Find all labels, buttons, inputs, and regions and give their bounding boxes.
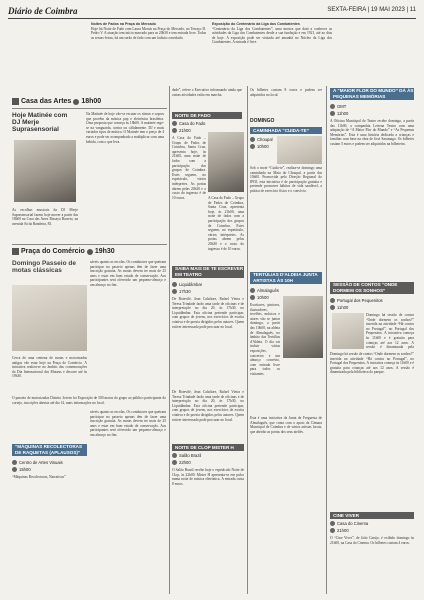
building-icon [12, 98, 19, 105]
liquidambar-body: De Botevilé, Jean Calafiore, Rafael Vieira e Teresa Trindade farão uma tarde de oficinas e de interpretação no dia 20, às 17h30, no Liquidâmbar. Esta oficina pretende participar, com grupos de jovens, nos exercícios de escrita criativa e de poesia dirigidos pelos autores. Quem estiver interessado pode procurar no local. [172, 297, 244, 329]
casa-body2: As escolhas musicais da DJ Merje Suprasensorial fazem hoje mover a partir das 18h00 na Casa das Artes Bissaya Barreto, na avenida Sá da Bandeira, 83. [12, 208, 78, 226]
dj-photo [14, 140, 76, 202]
motorbike-photo [12, 285, 87, 351]
top-left-teaser [91, 22, 206, 66]
bar-caminhada: CAMINHADA “CUIDA-TE” [250, 127, 322, 134]
agenda-bar-maquinas: “MÁQUINAS RECOLECTORAS DE RAQUETAS (APLAUSOS)” [12, 444, 87, 456]
section-casa-das-artes [12, 97, 101, 106]
praca-body: Cerca de uma centena de motas e motorizadas antigas vão estar hoje na Praça do Comércio. A iniciativa realiza-se no âmbito das comemorações do Dia Internacional dos Museus e decorre até às 19h30. [12, 356, 87, 379]
date-label-domingo: DOMINGO [250, 118, 275, 124]
fado-time: 21h00 [172, 128, 191, 133]
page-header [8, 6, 416, 19]
bar-saiba-mais: SAIBA MAIS DE TE ESCREVER EM TEATRO [172, 266, 244, 278]
location-icon [330, 298, 335, 303]
location-icon [12, 460, 17, 465]
location-icon [250, 288, 255, 293]
caminhada-body: Sob o mote “Cuida-te”, realiza-se domingo uma caminhada na Mata do Choupal, a partir das 10h00. Promovida pela Direção Regional do IPDJ, esta iniciativa é de participação gratuita e pretende promover hábitos de vida saudável, a prática de exercício físico e o convívio. [250, 166, 322, 193]
section-casa-label: Casa das Artes [21, 98, 72, 105]
clock-icon [330, 528, 335, 533]
column-rule [169, 86, 170, 594]
location-icon [172, 121, 177, 126]
clop-label: Salão Brazil [172, 453, 201, 458]
location-icon [330, 521, 335, 526]
almalagues-time: 10h00 [250, 295, 269, 300]
section-praca-time: 19h30 [94, 248, 115, 255]
cinema-time: 21h00 [330, 528, 349, 533]
tertulias-body: Escritores, pintores, ilustradores, tecelões, músicos e atores vão se juntar domingo, a partir das 10h00, na aldeia de Almalaguês, no âmbito das Tertúlias d'Aldeia. O dia vai incluir várias exposições, concertos e um almoço convívio, com entrada livre para todos os visitantes. [250, 303, 280, 376]
column-rule [326, 86, 327, 594]
liquidambar-body-cont: De Botevilé, Jean Calafiore, Rafael Vieira e Teresa Trindade farão uma tarde de oficinas e de interpretação no dia 20, às 17h30, no Liquidâmbar. Esta oficina pretende participar, com grupos de jovens, nos exercícios de escrita criativa e de poesia dirigidos pelos autores. Quem estiver interessado pode procurar no local. [172, 390, 244, 422]
bar-sessao-contos: SESSÃO DE CONTOS “ONDE DORMEM OS SONHOS” [330, 282, 414, 294]
fado-label: Casa do Fado [172, 121, 205, 126]
clock-icon [87, 249, 93, 255]
clop-body: O Salão Brazil recebe hoje o espetáculo Noite de Clop, às 22h00. Mister H apresenta-se em palco numa noite de música eletrónica. A entrada custa 8 euros. [172, 468, 244, 486]
clock-icon [172, 289, 177, 294]
agenda-label: Centro de Artes Visuais [12, 460, 63, 465]
contos-photo [332, 313, 364, 349]
omt-time: 11h00 [330, 111, 348, 116]
building-icon [12, 248, 19, 255]
clock-icon [250, 295, 255, 300]
clop-time: 22h00 [172, 460, 191, 465]
almalagues-label: Almalaguês [250, 288, 279, 293]
portugal-time: 11h00 [330, 305, 348, 310]
tertulias-photo [283, 296, 323, 358]
clock-icon [250, 144, 255, 149]
divider [12, 244, 167, 245]
liquidambar-time: 17h30 [172, 289, 191, 294]
location-icon [330, 104, 335, 109]
location-icon [172, 282, 177, 287]
maior-flor-body: A Oficina Municipal do Teatro recebe domingo, a partir das 11h00, a companhia Leirena Teatro com uma adaptação de “A Maior Flor do Mundo” e “As Pequenas Memórias”. Esta é uma história dedicada a crianças e famílias com base na obra de José Saramago. Os bilhetes custam 5 euros e podem ser adquiridos na bilheteira. [330, 119, 414, 146]
choupal-photo [277, 136, 322, 164]
casa-headline: Hoje Matinée com DJ Merje Suprasensorial [12, 112, 68, 133]
location-icon [250, 137, 255, 142]
contos-body-cont: Domingo há sessão de contos “Onde dormem os sonhos?” inserida na atividade “Há contos no Portugal”, no Portugal dos Pequenitos. A iniciativa começa às 11h00 e é gratuita para crianças até aos 12 anos. A sessão é dinamizada pela biblioteca do parque. [330, 352, 414, 375]
clock-icon [330, 305, 335, 310]
top-left-title: Noites de Fados na Praça do Mercado [91, 22, 156, 26]
bar-cine-viver: CINE VIVER [330, 512, 414, 519]
location-icon [172, 453, 177, 458]
praca-body2: O passeio de motorizadas Distrito Jovem foi Exposição de 500 motas do grupo ao público participante do cortejo, inscrições abertas até dia 14, mais informações no local. [12, 396, 166, 405]
choupal-label: Choupal [250, 137, 273, 142]
clock-icon [73, 99, 79, 105]
praca-col2: sáveis quanto as escolas. Os condutores que queiram participar no passeio apenas têm de fazer uma inscrição gratuita. As motas devem ter mais de 25 anos e estar em bom estado de conservação. Aos participantes será oferecido um pequeno-almoço e um almoço no fim. [90, 260, 166, 287]
right-body-top: Os bilhetes custam 8 euros e podem ser adquiridos no local. [250, 88, 322, 97]
date-page: SEXTA-FEIRA | 19 MAI 2023 | 11 [327, 7, 416, 13]
clock-icon [172, 128, 177, 133]
top-right-title: Exposição do Centenário da Liga dos Combatentes [212, 22, 300, 26]
middle-body-top: dade”, refere o Executivo informando ainda que outras atividades estão em marcha. [172, 88, 242, 97]
agenda-item: “Máquinas Recolectoras, Narrativas” [12, 475, 66, 479]
fado-photo [208, 132, 244, 192]
masthead: Diário de Coimbra [8, 6, 78, 16]
fado-body: A Casa do Fado – Grupo de Fados de Coimbra, Santa Cruz, apresenta hoje, às 21h00, uma noite de fados com a participação dos grupos de Coimbra. Estes seguem, no espetáculo, vários intérpretes. As portas abrem pelas 20h30 e o custo do ingresso é de 10 euros. [172, 136, 206, 200]
choupal-time: 10h00 [250, 144, 269, 149]
section-praca-label: Praça do Comércio [21, 248, 85, 255]
liquidambar-label: Liquidâmbar [172, 282, 202, 287]
clock-icon [172, 460, 177, 465]
tertulias-body2: Esta é uma iniciativa da Junta de Freguesia de Almalaguês, que conta com o apoio da Câmara Municipal de Coimbra e de vários artistas locais, que abrirão as portas dos seus ateliês. [250, 416, 322, 434]
contos-body: Domingo há sessão de contos “Onde dormem os sonhos?” inserida na atividade “Há contos no Portugal”, no Portugal dos Pequenitos. A iniciativa começa às 11h00 e é gratuita para crianças até aos 12 anos. A sessão é dinamizada pela [366, 313, 414, 349]
agenda-time: 15h00 [12, 467, 31, 472]
section-praca [12, 247, 115, 256]
clock-icon [12, 467, 17, 472]
agenda-col2: sáveis quanto as escolas. Os condutores que queiram participar no passeio apenas têm de fazer uma inscrição gratuita. As motas devem ter mais de 25 anos e estar em bom estado de conservação. Aos participantes será oferecido um pequeno-almoço e um almoço no fim. [90, 410, 166, 437]
praca-headline: Domingo Passeio de motas clássicas [12, 260, 76, 274]
bar-tertulias: TERTÚLIAS D'ALDEIA JUNTA ARTISTAS ÀS 10H [250, 272, 322, 284]
top-left-body: Hoje há Noite de Fado com Laura Morais na Praça do Mercado, no Terraço D. Pedro V. A atuação tem início marcado para as 20h30 e tem entrada livre. Todas as sextas-feiras, há um serão de fado com um fadista convidado. [91, 26, 206, 40]
omt-label: OMT [330, 104, 346, 109]
top-right-teaser [212, 22, 332, 66]
bar-maior-flor: A “MAIOR FLOR DO MUNDO” DÁ ÀS PEQUENAS MEMÓRIAS [330, 88, 414, 100]
portugal-label: Portugal dos Pequenitos [330, 298, 383, 303]
cinema-label: Casa do Cinema [330, 521, 368, 526]
divider [12, 108, 167, 109]
section-casa-time: 18h00 [81, 98, 102, 105]
bar-noite-de-fado: NOITE DE FADO [172, 112, 242, 119]
top-right-body: “Centenário da Liga dos Combatentes”, uma mostra que dará a conhecer as atividades da Liga dos Combatentes desde a sua fundação e em 1921, até ao dias de hoje. A exposição pode ser visitada até amanhã no Núcleo da Liga dos Combatentes. A entrada é livre. [212, 26, 332, 45]
fado-body-cont: A Casa do Fado – Grupo de Fados de Coimbra, Santa Cruz, apresenta hoje, às 21h00, uma noite de fados com a participação dos grupos de Coimbra. Estes seguem, no espetáculo, vários intérpretes. As portas abrem pelas 20h30 e o custo do ingresso é de 10 euros. [208, 196, 244, 251]
bar-noite-de-clop: NOITE DE CLOP MISTER H [172, 444, 244, 451]
column-rule [247, 86, 248, 594]
casa-body: Na Matinée de hoje vão-se escutar os ritmos e sopros que provêm da música pop e eletrónica brasileira. Uma proposta que começa às 18h00. A matinée rege-se na vanguarda, contra ou cálidamente. DJ e mais variados tipos de música. O Matinée tem o preço de 4 euros e pode ser acompanhado a multiplicar com uma bebida, com o que leva. [86, 112, 164, 144]
cine-body: O “Cine Viver”, de João Canijo, é exibido domingo às 21h00, na Casa do Cinema. Os bilhetes custam 4 euros. [330, 536, 414, 545]
clock-icon [330, 111, 335, 116]
